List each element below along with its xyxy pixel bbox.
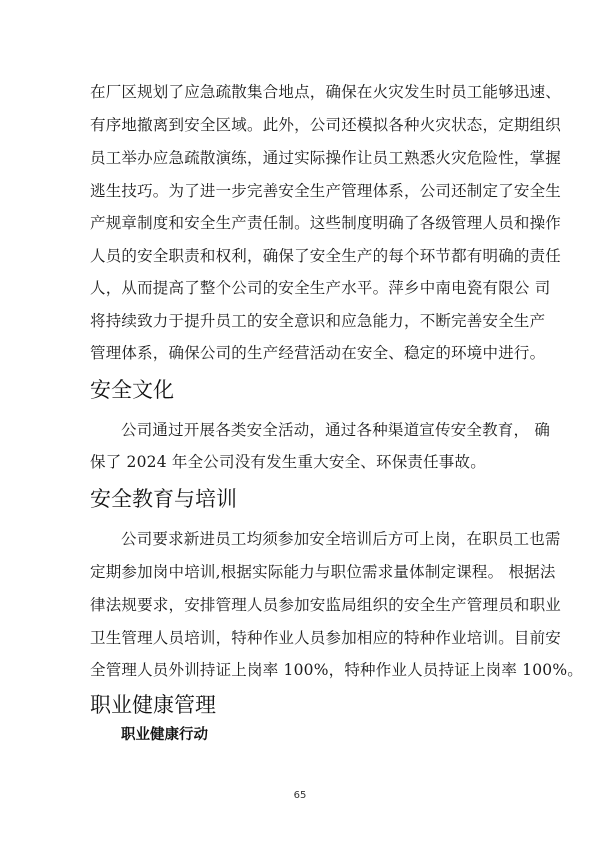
paragraph-line: 有序地撤离到安全区域。此外，公司还模拟各种火灾状态，定期组织 [90, 116, 562, 134]
paragraph-line: 保了 2024 年全公司没有发生重大安全、环保责任事故。 [90, 453, 486, 471]
paragraph-line: 逃生技巧。为了进一步完善安全生产管理体系，公司还制定了安全生 [90, 182, 562, 200]
paragraph-line: 人员的安全职责和权利，确保了安全生产的每个环节都有明确的责任 [90, 247, 562, 265]
subsection-heading-health-action: 职业健康行动 [121, 727, 208, 743]
paragraph-line: 产规章制度和安全生产责任制。这些制度明确了各级管理人员和操作 [90, 214, 562, 232]
paragraph-line: 全管理人员外训持证上岗率 100%，特种作业人员持证上岗率 100%。 [90, 661, 583, 679]
page-number: 65 [293, 790, 307, 801]
paragraph-line: 将持续致力于提升员工的安全意识和应急能力，不断完善安全生产 [90, 312, 546, 330]
paragraph-line: 公司通过开展各类安全活动，通过各种渠道宣传安全教育， 确 [121, 421, 551, 439]
section-heading-safety-training: 安全教育与培训 [90, 487, 237, 511]
paragraph-line: 律法规要求，安排管理人员参加安监局组织的安全生产管理员和职业 [90, 596, 562, 614]
paragraph-line: 人，从而提高了整个公司的安全生产水平。萍乡中南电瓷有限公 司 [90, 279, 551, 297]
paragraph-line: 员工举办应急疏散演练，通过实际操作让员工熟悉火灾危险性，掌握 [90, 149, 562, 167]
paragraph-line: 在厂区规划了应急疏散集合地点，确保在火灾发生时员工能够迅速、 [90, 83, 562, 101]
section-heading-occupational-health: 职业健康管理 [90, 693, 216, 717]
paragraph-line: 管理体系，确保公司的生产经营活动在安全、稳定的环境中进行。 [90, 344, 546, 362]
section-heading-safety-culture: 安全文化 [90, 378, 174, 402]
paragraph-line: 卫生管理人员培训，特种作业人员参加相应的特种作业培训。目前安 [90, 629, 562, 647]
paragraph-line: 定期参加岗中培训,根据实际能力与职位需求量体制定课程。 根据法 [90, 563, 556, 581]
paragraph-line: 公司要求新进员工均须参加安全培训后方可上岗，在职员工也需 [121, 530, 561, 548]
